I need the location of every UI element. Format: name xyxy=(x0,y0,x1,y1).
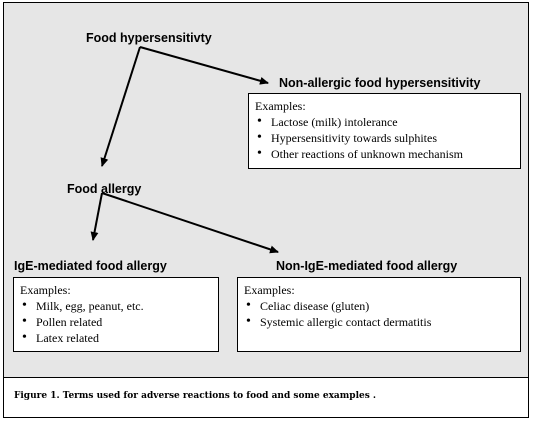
node-food-allergy: Food allergy xyxy=(67,182,142,196)
edge-hypersensitivity-to-food-allergy xyxy=(102,47,140,166)
caption-box xyxy=(4,377,528,417)
list-item: • Milk, egg, peanut, etc. xyxy=(20,298,212,314)
edge-food-allergy-to-non-ige xyxy=(102,193,278,252)
examples-box-non-allergic xyxy=(248,93,521,169)
examples-list xyxy=(20,298,212,346)
node-non-ige-mediated-food-allergy: Non-IgE-mediated food allergy xyxy=(276,259,458,273)
figure-caption: Figure 1. Terms used for adverse reactions to food and some examples . xyxy=(14,391,377,401)
list-item: • Lactose (milk) intolerance xyxy=(255,114,514,130)
list-item: • Systemic allergic contact dermatitis xyxy=(244,314,514,330)
node-food-hypersensitivity: Food hypersensitivty xyxy=(86,31,212,45)
edge-food-allergy-to-ige xyxy=(93,193,102,240)
examples-heading: Examples: xyxy=(244,283,295,297)
list-item: • Pollen related xyxy=(20,314,212,330)
node-ige-mediated-food-allergy: IgE-mediated food allergy xyxy=(14,259,167,273)
examples-box-non-ige xyxy=(237,277,521,352)
examples-heading: Examples: xyxy=(20,283,71,297)
examples-list xyxy=(255,114,514,162)
examples-list xyxy=(244,298,514,330)
list-item: • Latex related xyxy=(20,330,212,346)
list-item: • Hypersensitivity towards sulphites xyxy=(255,130,514,146)
examples-heading: Examples: xyxy=(255,99,306,113)
examples-box-ige xyxy=(13,277,219,352)
list-item: • Celiac disease (gluten) xyxy=(244,298,514,314)
node-non-allergic-food-hypersensitivity: Non-allergic food hypersensitivity xyxy=(279,76,481,90)
edge-hypersensitivity-to-non-allergic xyxy=(140,47,268,83)
list-item: • Other reactions of unknown mechanism xyxy=(255,146,514,162)
